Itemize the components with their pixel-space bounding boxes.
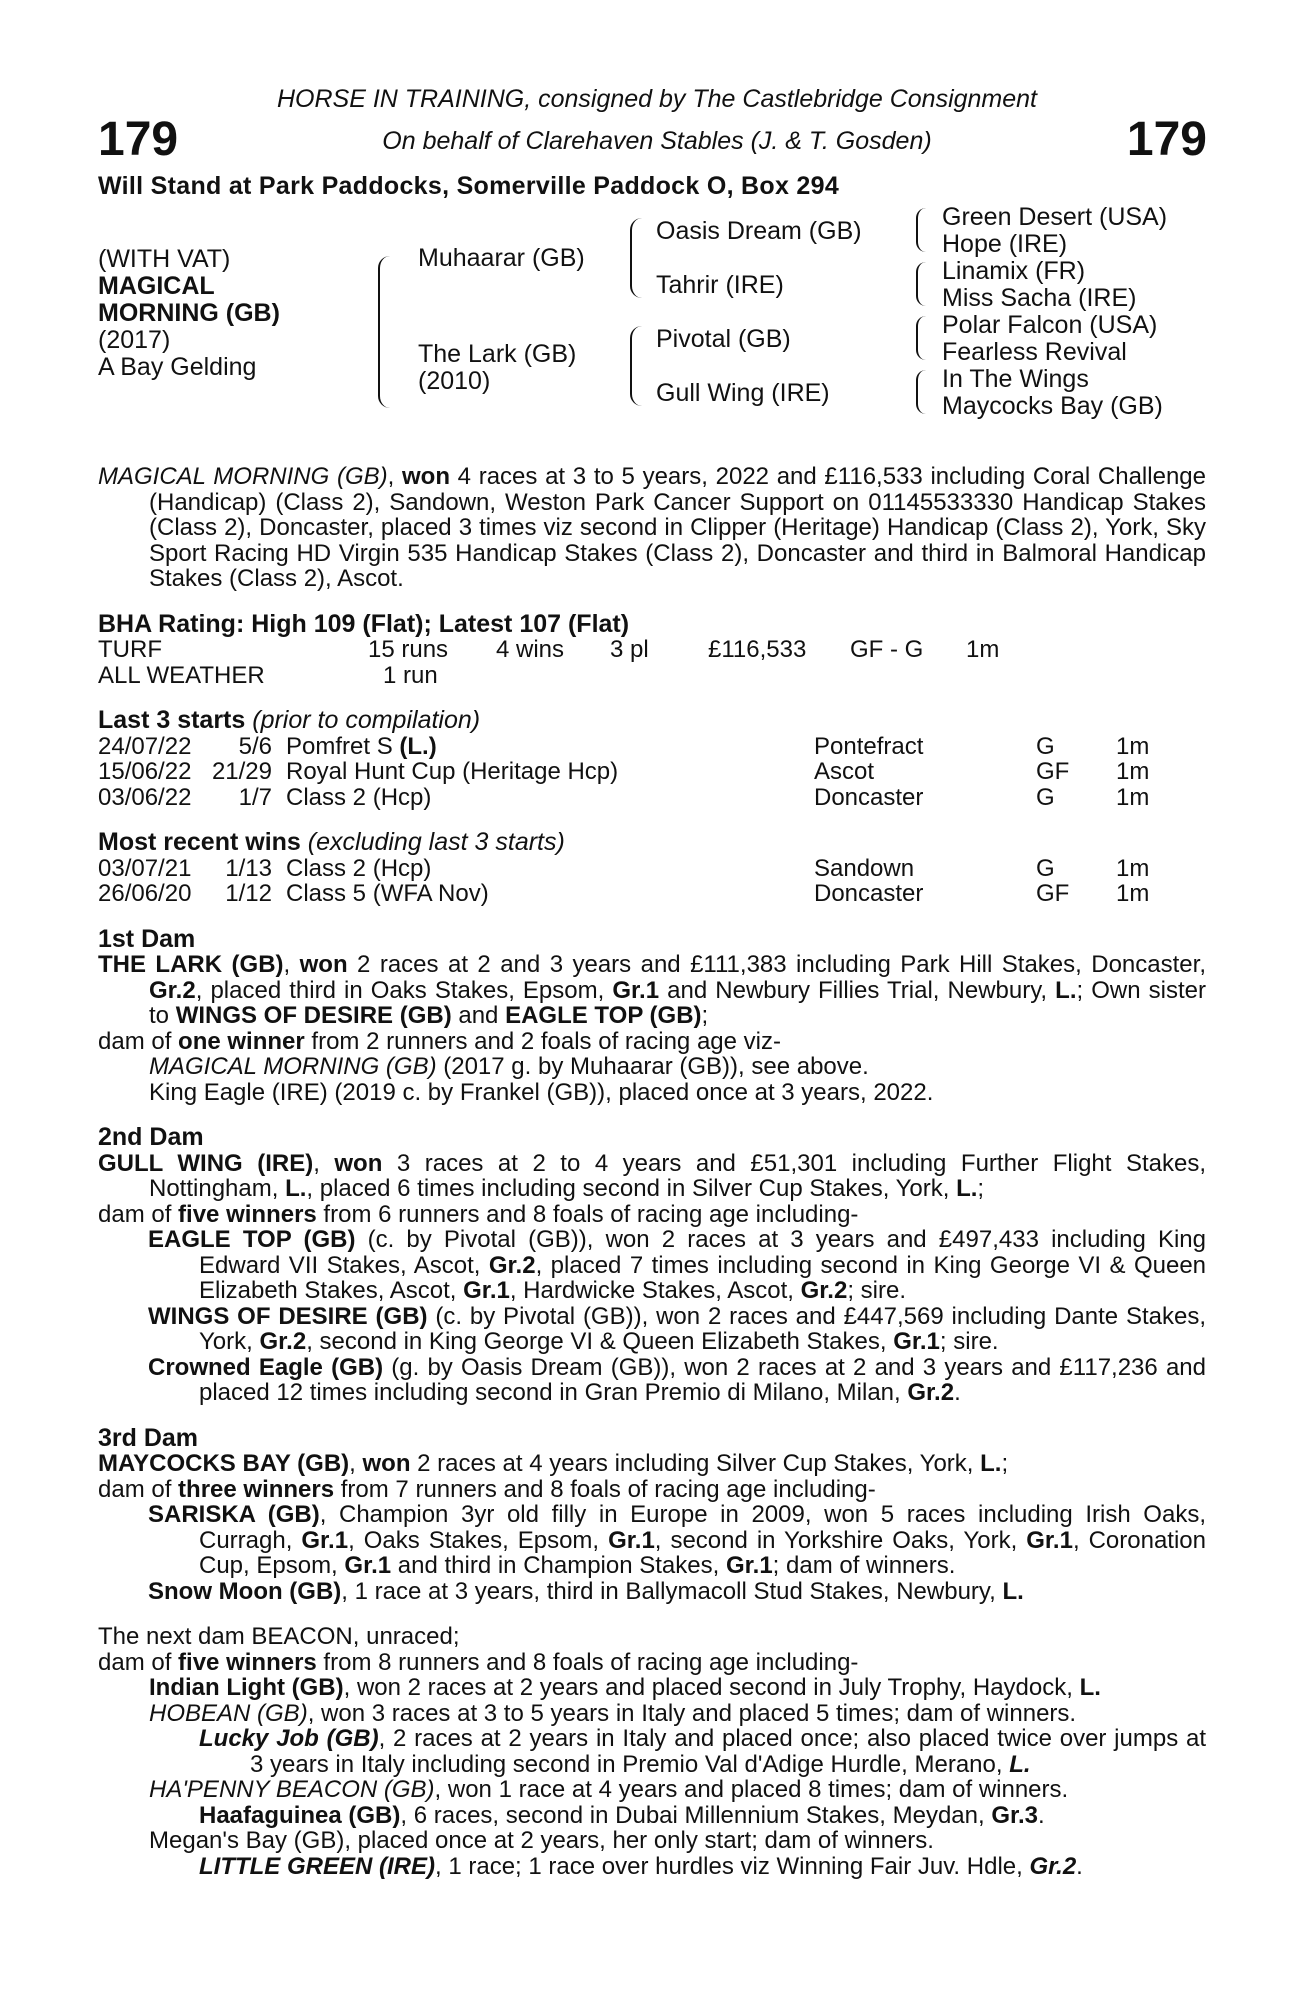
pedigree-gen3-2: Hope (IRE) bbox=[942, 230, 1068, 258]
stand-line: Will Stand at Park Paddocks, Somerville Paddock O, Box 294 bbox=[98, 172, 840, 200]
horse-name-line1: MAGICAL bbox=[98, 272, 215, 300]
race-row bbox=[98, 856, 1206, 882]
grade: L. bbox=[956, 1175, 978, 1202]
recent-heading bbox=[98, 830, 1206, 856]
race-name bbox=[286, 881, 814, 907]
last3-heading bbox=[98, 708, 1206, 734]
pedigree-gen3-8: Maycocks Bay (GB) bbox=[942, 392, 1163, 420]
dam2-paragraph: GULL WING (IRE), won 3 races at 2 to 4 years and £51,301 including Further Flight Stakes, Nottingham, L., placed 6 times including second in Silver Cup Stakes, York, L.; bbox=[98, 1149, 1206, 1202]
progeny-name: SARISKA (GB) bbox=[148, 1501, 320, 1528]
pedigree-gen2-4: Gull Wing (IRE) bbox=[656, 379, 830, 407]
dam1-text: and bbox=[451, 1002, 506, 1029]
grade: Gr.1 bbox=[893, 1328, 940, 1355]
progeny-text: , 1 race at 3 years, third in Ballymacoll Stud Stakes, Newbury, bbox=[341, 1577, 1003, 1605]
damof-count: five winners bbox=[178, 1648, 317, 1676]
race-course: Pontefract bbox=[814, 732, 924, 760]
horse-year: (2017) bbox=[98, 326, 171, 354]
race-row bbox=[98, 759, 1206, 785]
brace-gen2-sire bbox=[630, 218, 642, 298]
race-course: Doncaster bbox=[814, 880, 924, 907]
next-dam-progeny-7 bbox=[98, 1854, 1206, 1880]
consignor-line: HORSE IN TRAINING, consigned by The Castlebridge Consignment bbox=[276, 85, 1038, 113]
progeny-text: and third in Champion Stakes, bbox=[391, 1552, 726, 1579]
race-row bbox=[98, 881, 1206, 907]
damof-text: from 8 runners and 8 foals of racing age including- bbox=[316, 1648, 859, 1676]
next-dam-progeny-2 bbox=[98, 1701, 1206, 1727]
race-course: Sandown bbox=[814, 854, 915, 882]
progeny-text: . bbox=[954, 1379, 961, 1406]
brace-gen2-dam bbox=[630, 326, 642, 406]
dam1-name: THE LARK (GB) bbox=[98, 951, 284, 978]
dam3-name: MAYCOCKS BAY (GB) bbox=[98, 1450, 350, 1477]
dam2-text: ; bbox=[977, 1175, 985, 1202]
grade: Gr.1 bbox=[725, 1552, 773, 1579]
lot-number-left: 179 bbox=[98, 113, 179, 166]
race-name bbox=[286, 856, 814, 882]
pedigree-gen3-1: Green Desert (USA) bbox=[942, 203, 1168, 231]
damof-prefix: dam of bbox=[98, 1475, 179, 1503]
last3-note: (prior to compilation) bbox=[252, 706, 481, 734]
brace-gen1 bbox=[378, 256, 390, 408]
progeny-text: . bbox=[1076, 1852, 1083, 1880]
race-name bbox=[286, 734, 814, 760]
turf-going: GF - G bbox=[850, 636, 924, 663]
progeny-name: Crowned Eagle (GB) bbox=[148, 1353, 384, 1381]
dam2-progeny-2 bbox=[98, 1304, 1206, 1355]
dam1-progeny-1 bbox=[98, 1054, 1206, 1080]
damof-count: five winners bbox=[178, 1200, 317, 1228]
race-distance: 1m bbox=[1116, 758, 1150, 785]
dam3-heading: 3rd Dam bbox=[98, 1423, 199, 1452]
race-title: Class 5 (WFA Nov) bbox=[286, 880, 489, 907]
grade: L. bbox=[980, 1450, 1002, 1477]
horse-description: A Bay Gelding bbox=[98, 353, 257, 381]
summary-won: won bbox=[401, 463, 450, 490]
next-dam-progeny-1 bbox=[98, 1675, 1206, 1701]
dam3-won: won bbox=[362, 1450, 411, 1477]
dam3-text: ; bbox=[1001, 1450, 1009, 1477]
damof-text: from 2 runners and 2 foals of racing age viz- bbox=[304, 1027, 781, 1055]
race-going: G bbox=[1036, 854, 1055, 882]
race-title: Class 2 (Hcp) bbox=[286, 783, 432, 811]
race-name bbox=[286, 759, 814, 785]
dam2-progeny-1 bbox=[98, 1227, 1206, 1304]
grade: Gr.2 bbox=[800, 1277, 848, 1304]
race-row bbox=[98, 734, 1206, 760]
race-date: 26/06/20 bbox=[98, 880, 192, 907]
next-dam-progeny-3 bbox=[98, 1726, 1206, 1777]
brace-gen3-1 bbox=[916, 208, 926, 252]
grade: Gr.1 bbox=[463, 1277, 510, 1304]
grade: Gr.1 bbox=[608, 1526, 655, 1554]
turf-prize: £116,533 bbox=[708, 636, 807, 663]
race-title: Pomfret S bbox=[286, 732, 393, 760]
lot-number-right: 179 bbox=[1126, 113, 1207, 166]
grade: Gr.2 bbox=[488, 1251, 536, 1279]
on-behalf-line: On behalf of Clarehaven Stables (J. & T. Gosden) bbox=[382, 127, 932, 155]
race-distance: 1m bbox=[1116, 732, 1150, 760]
horse-name-line2: MORNING (GB) bbox=[98, 299, 280, 327]
dam3-text: 2 races at 4 years including Silver Cup Stakes, York, bbox=[410, 1450, 981, 1477]
progeny-name: EAGLE TOP (GB) bbox=[148, 1226, 356, 1253]
grade: Gr.2 bbox=[907, 1379, 955, 1406]
recent-table bbox=[98, 856, 1206, 907]
grade: L. bbox=[1002, 1577, 1024, 1605]
progeny-text: , won 1 race at 4 years and placed 8 times; dam of winners. bbox=[434, 1776, 1069, 1803]
progeny-name: Indian Light (GB) bbox=[149, 1674, 344, 1701]
grade: L. bbox=[1079, 1674, 1101, 1701]
progeny-text: , Oaks Stakes, Epsom, bbox=[348, 1526, 609, 1554]
progeny-text: , won 2 races at 2 years and placed second in July Trophy, Haydock, bbox=[343, 1674, 1080, 1701]
pedigree-sire: Muhaarar (GB) bbox=[418, 244, 585, 272]
race-date: 24/07/22 bbox=[98, 732, 192, 760]
progeny-text: ; sire. bbox=[939, 1328, 999, 1355]
race-course: Doncaster bbox=[814, 783, 924, 811]
dam2-name: GULL WING (IRE) bbox=[98, 1149, 314, 1177]
dam1-sibling: WINGS OF DESIRE (GB) bbox=[175, 1002, 452, 1029]
dam1-text: , placed third in Oaks Stakes, Epsom, bbox=[195, 976, 613, 1004]
progeny-text: , 2 races at 2 years in Italy and placed once; also placed twice over jumps at 3 years in Italy including second in Premio Val d'Adige Hurdle, Merano, bbox=[250, 1725, 1206, 1778]
race-title: Class 2 (Hcp) bbox=[286, 854, 432, 882]
recent-title: Most recent wins bbox=[98, 828, 301, 856]
progeny-text: , placed 7 times including second in King George VI & Queen Elizabeth Stakes, Ascot, bbox=[199, 1251, 1207, 1304]
race-position: 1/7 bbox=[238, 783, 272, 811]
aw-runs: 1 run bbox=[383, 661, 438, 689]
turf-wins: 4 wins bbox=[496, 636, 565, 663]
dam1-paragraph: THE LARK (GB), won 2 races at 2 and 3 years and £111,383 including Park Hill Stakes, Doncaster, Gr.2, placed third in Oaks Stakes, Epsom, Gr.1 and Newbury Fillies Trial, Newbury, L.; Own sister to WINGS OF DESIRE (GB) and EAGLE TOP (GB); bbox=[98, 951, 1206, 1029]
progeny-text: , 6 races, second in Dubai Millennium Stakes, Meydan, bbox=[400, 1801, 992, 1829]
progeny-text: (c. by Pivotal (GB)), won 2 races and £447,569 including Dante Stakes, York, bbox=[199, 1302, 1207, 1355]
progeny-text: , Coronation Cup, Epsom, bbox=[199, 1526, 1206, 1579]
race-date: 03/07/21 bbox=[98, 854, 192, 882]
pedigree-dam-year: (2010) bbox=[418, 367, 491, 395]
pedigree-dam: The Lark (GB) bbox=[418, 340, 577, 368]
summary-paragraph: MAGICAL MORNING (GB), won 4 races at 3 to 5 years, 2022 and £116,533 including Coral Challenge (Handicap) (Class 2), Sandown, Weston Park Cancer Support on 01145533330 Handicap Stakes (Class 2), Doncaster, placed 3 times viz second in Clipper (Heritage) Handicap (Class 2), York, Sky Sport Racing HD Virgin 535 Handicap Stakes (Class 2), Doncaster and third in Balmoral Handicap Stakes (Class 2), Ascot. bbox=[98, 463, 1206, 592]
race-going: G bbox=[1036, 732, 1055, 760]
race-distance: 1m bbox=[1116, 880, 1150, 907]
progeny-name: HOBEAN (GB) bbox=[149, 1699, 308, 1727]
dam2-damof bbox=[98, 1202, 1206, 1228]
next-dam-line: The next dam BEACON, unraced; bbox=[98, 1623, 460, 1650]
grade: L. bbox=[285, 1175, 307, 1202]
grade: Gr.1 bbox=[1026, 1526, 1073, 1554]
pedigree-gen2-2: Tahrir (IRE) bbox=[656, 271, 784, 299]
brace-gen3-3 bbox=[916, 316, 926, 360]
progeny-text: (g. by Oasis Dream (GB)), won 2 races at 2 and 3 years and £117,236 and placed 12 times including second in Gran Premio di Milano, Milan, bbox=[199, 1353, 1206, 1406]
progeny-name: HA'PENNY BEACON (GB) bbox=[149, 1776, 435, 1803]
dam2-text: 3 races at 2 to 4 years and £51,301 including Further Flight Stakes, Nottingham, bbox=[149, 1149, 1206, 1202]
progeny-text: ; dam of winners. bbox=[772, 1552, 956, 1579]
pedigree-gen3-6: Fearless Revival bbox=[942, 338, 1127, 366]
recent-note: (excluding last 3 starts) bbox=[307, 828, 565, 856]
dam3-progeny-2 bbox=[98, 1579, 1206, 1605]
dam1-sibling: EAGLE TOP (GB) bbox=[505, 1002, 702, 1029]
race-position: 1/12 bbox=[225, 880, 272, 907]
catalogue-body bbox=[98, 464, 1206, 1879]
last3-title: Last 3 starts bbox=[98, 706, 246, 734]
summary-horse-name: MAGICAL MORNING (GB) bbox=[98, 463, 388, 490]
grade: Gr.3 bbox=[991, 1801, 1039, 1829]
progeny-name: Lucky Job (GB) bbox=[199, 1725, 379, 1752]
progeny-name: WINGS OF DESIRE (GB) bbox=[148, 1302, 428, 1330]
race-distance: 1m bbox=[1116, 783, 1150, 811]
dam1-won: won bbox=[299, 951, 348, 978]
damof-count: one winner bbox=[178, 1027, 305, 1055]
pedigree-gen2-1: Oasis Dream (GB) bbox=[656, 217, 862, 245]
turf-placed: 3 pl bbox=[610, 636, 649, 663]
turf-label: TURF bbox=[98, 636, 162, 663]
horse-vat: (WITH VAT) bbox=[98, 245, 231, 273]
next-dam-progeny-5 bbox=[98, 1803, 1206, 1829]
race-position: 5/6 bbox=[238, 732, 272, 760]
race-going: G bbox=[1036, 783, 1055, 811]
brace-gen3-2 bbox=[916, 262, 926, 306]
race-listed-badge: (L.) bbox=[399, 732, 437, 760]
dam2-won: won bbox=[334, 1149, 383, 1177]
progeny-name: MAGICAL MORNING (GB) bbox=[149, 1053, 437, 1080]
race-title: Royal Hunt Cup (Heritage Hcp) bbox=[286, 758, 619, 785]
pedigree-gen3-3: Linamix (FR) bbox=[942, 257, 1086, 285]
grade: Gr.2 bbox=[259, 1328, 307, 1355]
race-name bbox=[286, 785, 814, 811]
progeny-name: Snow Moon (GB) bbox=[148, 1577, 342, 1605]
aw-row bbox=[98, 663, 1206, 689]
dam1-text: 2 races at 2 and 3 years and £111,383 including Park Hill Stakes, Doncaster, bbox=[347, 951, 1206, 978]
race-position: 21/29 bbox=[211, 758, 272, 785]
dam2-heading: 2nd Dam bbox=[98, 1123, 204, 1151]
progeny-text: , won 3 races at 3 to 5 years in Italy and placed 5 times; dam of winners. bbox=[307, 1699, 1077, 1727]
dam1-damof bbox=[98, 1029, 1206, 1055]
pedigree-gen3-5: Polar Falcon (USA) bbox=[942, 311, 1158, 339]
progeny-name: LITTLE GREEN (IRE) bbox=[199, 1852, 435, 1880]
summary-text: 4 races at 3 to 5 years, 2022 and £116,533 including Coral Challenge (Handicap) (Class 2), Sandown, Weston Park Cancer Support on 01145533330 Handicap Stakes (Class 2), Doncaster, placed 3 times viz second in Clipper (Heritage) Handicap (Class 2), York, Sky Sport Racing HD Virgin 535 Handicap Stakes (Class 2), Doncaster and third in Balmoral Handicap Stakes (Class 2), Ascot. bbox=[149, 463, 1206, 592]
progeny-text: , second in Yorkshire Oaks, York, bbox=[654, 1526, 1027, 1554]
turf-runs: 15 runs bbox=[368, 636, 449, 663]
turf-distance: 1m bbox=[966, 636, 1000, 663]
dam1-text: ; Own sister to bbox=[149, 976, 1206, 1029]
dam3-paragraph: MAYCOCKS BAY (GB), won 2 races at 4 years including Silver Cup Stakes, York, L.; bbox=[98, 1450, 1009, 1477]
dam3-progeny-1 bbox=[98, 1502, 1206, 1579]
brace-gen3-4 bbox=[916, 370, 926, 414]
grade: L. bbox=[1009, 1750, 1031, 1778]
race-row bbox=[98, 785, 1206, 811]
race-course: Ascot bbox=[814, 758, 875, 785]
next-dam-damof bbox=[98, 1650, 1206, 1676]
progeny-text: ; sire. bbox=[847, 1277, 907, 1304]
aw-label: ALL WEATHER bbox=[98, 661, 265, 689]
grade: Gr.1 bbox=[301, 1526, 349, 1554]
race-date: 15/06/22 bbox=[98, 758, 192, 785]
grade: Gr.2 bbox=[149, 976, 196, 1004]
progeny-text: , Champion 3yr old filly in Europe in 2009, won 5 races including Irish Oaks, Curragh, bbox=[199, 1501, 1206, 1554]
damof-prefix: dam of bbox=[98, 1200, 179, 1228]
dam2-text: , placed 6 times including second in Silver Cup Stakes, York, bbox=[306, 1175, 957, 1202]
progeny-text: (c. by Pivotal (GB)), won 2 races at 3 years and £497,433 including King Edward VII Stakes, Ascot, bbox=[199, 1226, 1206, 1279]
pedigree-gen3-7: In The Wings bbox=[942, 365, 1089, 393]
damof-prefix: dam of bbox=[98, 1027, 179, 1055]
progeny-text: . bbox=[1038, 1801, 1045, 1829]
grade: Gr.1 bbox=[612, 976, 660, 1004]
race-position: 1/13 bbox=[225, 854, 272, 882]
grade: Gr.2 bbox=[1029, 1852, 1077, 1880]
turf-row bbox=[98, 637, 1206, 663]
last3-table bbox=[98, 734, 1206, 811]
pedigree-gen3-4: Miss Sacha (IRE) bbox=[942, 284, 1137, 312]
progeny-name: Haafaguinea (GB) bbox=[199, 1801, 401, 1829]
dam2-progeny-3 bbox=[98, 1355, 1206, 1406]
race-date: 03/06/22 bbox=[98, 783, 192, 811]
dam1-progeny-2: King Eagle (IRE) (2019 c. by Frankel (GB)), placed once at 3 years, 2022. bbox=[149, 1078, 934, 1106]
progeny-text: (2017 g. by Muhaarar (GB)), see above. bbox=[436, 1053, 869, 1080]
rating-heading: BHA Rating: High 109 (Flat); Latest 107 (Flat) bbox=[98, 609, 630, 638]
damof-text: from 6 runners and 8 foals of racing age including- bbox=[316, 1200, 859, 1228]
damof-count: three winners bbox=[178, 1475, 335, 1503]
grade: Gr.1 bbox=[344, 1552, 392, 1579]
dam3-damof bbox=[98, 1477, 1206, 1503]
dam1-text: ; bbox=[701, 1002, 709, 1029]
dam1-text: and Newbury Fillies Trial, Newbury, bbox=[659, 976, 1056, 1004]
progeny-text: , Hardwicke Stakes, Ascot, bbox=[509, 1277, 801, 1304]
race-going: GF bbox=[1036, 758, 1070, 785]
next-dam-progeny-4 bbox=[98, 1777, 1206, 1803]
race-distance: 1m bbox=[1116, 854, 1150, 882]
progeny-text: , second in King George VI & Queen Elizabeth Stakes, bbox=[306, 1328, 894, 1355]
pedigree-gen2-3: Pivotal (GB) bbox=[656, 325, 791, 353]
grade: L. bbox=[1055, 976, 1077, 1004]
dam1-heading: 1st Dam bbox=[98, 924, 196, 953]
progeny-text: , 1 race; 1 race over hurdles viz Winning Fair Juv. Hdle, bbox=[435, 1852, 1030, 1880]
race-going: GF bbox=[1036, 880, 1070, 907]
next-dam-progeny-6: Megan's Bay (GB), placed once at 2 years, her only start; dam of winners. bbox=[149, 1827, 934, 1854]
damof-prefix: dam of bbox=[98, 1648, 179, 1676]
damof-text: from 7 runners and 8 foals of racing age including- bbox=[334, 1475, 876, 1503]
